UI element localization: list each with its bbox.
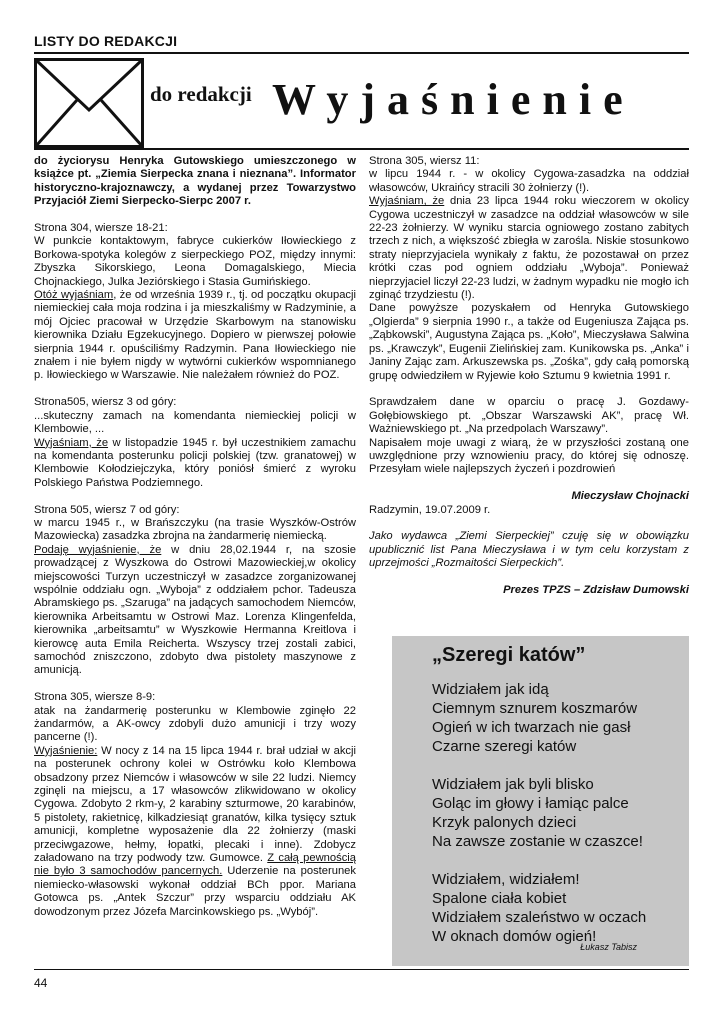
explanation-text: Uderzenie na posterunek niemiecko-własowski wykonał oddział BCh ppor. Mariana Gotowca ps. „Antek Szczur” przy wsparciu oddziału AK dowodzonym przez Józefa Marcinkowskiego ps. „Wybój”. bbox=[34, 865, 356, 918]
explanation-paragraph bbox=[34, 544, 356, 678]
poem-title: „Szeregi katów” bbox=[432, 644, 586, 666]
poem-stanza bbox=[432, 680, 646, 756]
poem-line: Ciemnym sznurem koszmarów bbox=[432, 700, 638, 717]
verification-paragraph: Sprawdzałem dane w oparciu o pracę J. Gozdawy-Gołębiowskiego pt. „Obszar Warszawski AK”, pracę Wł. Ważniewskiego pt. „Na przedpolach Warszawy”. bbox=[369, 396, 689, 436]
explanation-text: w dniu 28,02.1944 r, na szosie prowadzącej z Wyszkowa do Ostrowi Mazowieckiej,w okolicy miejscowości Turzyn uczestniczył w zasadzce zorganizowanej wspólnie oddziału ogn. „Wyboja” z oddziałem pchor. Tadeusza Abramskiego ps. „Szaruga” na jadących samochodem Niemców, kierownika Arbeitsamtu w Ostrowi Maz. Lorenza Klingenfelda, kierownika „arbeitsamtu” w Wyszkowie Hermanna Kreitlova i kierowcę auta Emila Reicherta. Wszyscy trzej zostali zabici, samochód zniszczono, zdobyto dwa pistolety maszynowe z amunicją. bbox=[34, 543, 356, 677]
poem-line: Goląc im głowy i łamiąc palce bbox=[432, 795, 629, 812]
author-signature: Mieczysław Chojnacki bbox=[571, 490, 689, 503]
underlined-phrase: Wyjaśniam, że bbox=[369, 195, 445, 208]
publisher-note: Jako wydawca „Ziemi Sierpeckiej” czuję się w obowiązku upublicznić list Pana Mieczysława i w tym celu korzystam z uprzejmości „Rozmaitości Sierpeckich”. bbox=[369, 530, 689, 570]
poem-line: Na zawsze zostanie w czaszce! bbox=[432, 833, 643, 850]
place-date: Radzymin, 19.07.2009 r. bbox=[369, 503, 491, 516]
explanation-text: W nocy z 14 na 15 lipca 1944 r. brał udział w akcji na posterunek ochrony kolei w Ostrówku koło Klembowa obsadzony przez Niemców i własowców w sile 22 ludzi. Niemcy zginęli na miejscu, a 17 własowców zlikwidowano w okolicy Cygowa. Zdobyto 2 rkm-y, 2 karabiny szturmowe, 20 karabinów, 5 pistolety, rakietnicę, kilkadziesiąt granatów, kilka tysięcy sztuk amunicji, kompletne wyposażenie dla 22 żołnierzy (maski przeciwgazowe, hełmy, łopatki, plecaki i inne). Zdobycz załadowano na trzy podwody tzw. Gumowce. bbox=[34, 744, 356, 865]
poem-line: Widziałem, widziałem! bbox=[432, 871, 580, 888]
quote-paragraph: W punkcie kontaktowym, fabryce cukierków Iłowieckiego z Borkowa-spotyka kolegów z sierpeckiego POZ, między innymi: Zbyszka Sikorskiego, Leona Domagalskiego, Miecia Chojnackiego, Julka Jeziórskiego i Stasia Gumińskiego. bbox=[34, 235, 356, 288]
poem-line: Czarne szeregi katów bbox=[432, 738, 577, 755]
explanation-text: , że od września 1939 r., tj. od początku okupacji niemieckiej cała moja rodzina i ja mieszkaliśmy w Radzyminie, a mój Ojciec pracował w Urzędzie Skarbowym na stanowisku kierownika Działu Egzekucyjnego. Dopiero w pierwszej połowie sierpnia 1944 r. opuściliśmy Radzymin. Pana Iłowieckiego nie znałem i nie byłem nigdy w wytwórni cukierków wspomnianego p. Iłowieckiego w Warszawie. Nie należałem również do POZ. bbox=[34, 289, 356, 382]
poem-line: W oknach domów ogień! bbox=[432, 928, 597, 945]
right-column bbox=[369, 155, 689, 611]
underlined-phrase: Otóż wyjaśniam bbox=[34, 289, 114, 302]
ref-heading: Strona 305, wiersze 8-9: bbox=[34, 691, 156, 704]
publisher-signature: Prezes TPZS – Zdzisław Dumowski bbox=[503, 583, 689, 596]
quote-paragraph: w lipcu 1944 r. - w okolicy Cygowa-zasadzka na oddział własowców, Ukraińcy stracili 30 żołnierzy (!). bbox=[369, 168, 689, 194]
poem-line: Widziałem szaleństwo w oczach bbox=[432, 909, 647, 926]
explanation-paragraph bbox=[34, 745, 356, 919]
quote-paragraph: atak na żandarmerię posterunku w Klembowie zginęło 22 żandarmów, a AK-owcy zdobyli dużo amunicji i trzy wozy pancerne (!). bbox=[34, 704, 356, 744]
article-title: Wyjaśnienie bbox=[272, 75, 635, 124]
lead-paragraph: do życiorysu Henryka Gutowskiego umieszczonego w książce pt. „Ziemia Sierpecka znana i nieznana”. Informator historyczno-krajoznawczy, a wydanej przez Towarzystwo Przyjaciół Ziemi Sierpecko-Sierpc 2007 r. bbox=[34, 155, 356, 208]
poem-line: Spalone ciała kobiet bbox=[432, 890, 567, 907]
left-column bbox=[34, 155, 356, 919]
envelope-icon bbox=[34, 58, 144, 148]
poem-line: Widziałem jak idą bbox=[432, 681, 549, 698]
ref-heading: Strona505, wiersz 3 od góry: bbox=[34, 396, 177, 409]
underlined-phrase: Wyjaśnienie: bbox=[34, 744, 98, 757]
underlined-phrase: Podaję wyjaśnienie, że bbox=[34, 543, 162, 556]
explanation-paragraph bbox=[34, 289, 356, 383]
poem-stanza bbox=[432, 775, 646, 851]
section-subtitle: do redakcji bbox=[150, 82, 252, 106]
ref-heading: Strona 305, wiersz 11: bbox=[369, 155, 480, 167]
top-rule bbox=[34, 52, 689, 54]
poem-body bbox=[432, 680, 646, 965]
section-heading: LISTY DO REDAKCJI bbox=[34, 33, 178, 49]
bottom-rule bbox=[34, 969, 689, 970]
underlined-phrase: Z całą pewnością nie było 3 samochodów pancernych. bbox=[34, 852, 357, 878]
page-number: 44 bbox=[34, 976, 48, 990]
underlined-phrase: Wyjaśniam, że bbox=[34, 436, 109, 449]
sources-paragraph: Dane powyższe pozyskałem od Henryka Gutowskiego „Olgierda” 9 sierpnia 1990 r., a także od Eugeniusza Zająca ps. „Ząbkowski”, Augustyna Zająca ps. „Koło”, Mieczysława Salwina ps. „Krawczyk”, Eugenii Zielińskiej zam. Kunikowska ps. „Anka” i Janiny Zając zam. Arkuszewska ps. „Zośka”, gdy całą pomorską grupę odwiedziłem w Ryjewie koło Sztumu 9 kwietnia 1991 r. bbox=[369, 302, 689, 382]
poem-box bbox=[392, 636, 689, 966]
poem-line: Ogień w ich twarzach nie gasł bbox=[432, 719, 631, 736]
heading-rule bbox=[34, 148, 689, 150]
explanation-paragraph bbox=[34, 437, 356, 491]
poem-author: Łukasz Tabisz bbox=[580, 942, 637, 952]
explanation-text: w listopadzie 1945 r. był uczestnikiem zamachu na komendanta posterunku policji polskiej (tzw. granatowej) w Klembowie Kołodziejczyka, który poniósł śmierć z wyroku Polskiego Państwa Podziemnego. bbox=[34, 436, 356, 489]
closing-paragraph: Napisałem moje uwagi z wiarą, że w przyszłości zostaną one uwzględnione przy wznowieniu pracy, do której się odnoszę. Przesyłam wiele najlepszych życzeń i pozdrowień bbox=[369, 436, 689, 476]
poem-line: Widziałem jak byli blisko bbox=[432, 776, 594, 793]
poem-line: Krzyk palonych dzieci bbox=[432, 814, 577, 831]
ref-heading: Strona 505, wiersz 7 od góry: bbox=[34, 503, 180, 516]
poem-stanza bbox=[432, 870, 646, 946]
quote-paragraph: ...skuteczny zamach na komendanta niemieckiej policji w Klembowie, ... bbox=[34, 409, 356, 436]
explanation-paragraph bbox=[369, 195, 689, 302]
ref-heading: Strona 304, wiersze 18-21: bbox=[34, 222, 168, 235]
quote-paragraph: w marcu 1945 r., w Brańszczyku (na trasie Wyszków-Ostrów Mazowiecka) zasadzka zbrojna na żandarmerię niemiecką. bbox=[34, 516, 356, 543]
explanation-text: dnia 23 lipca 1944 roku wieczorem w okolicy Cygowa uczestniczył w zasadzce na oddział własowców w sile 22-23 żołnierzy. W wyniku starcia ogniowego zostano zabitych trzech z nich, a większość zbiegła w zarośla. Niskie stosunkowo straty nieprzyjaciela wynikały z faktu, że pozostawał on przez krótki czas pod ogniem oddziału „Wyboja”. Ponieważ nieprzyjaciel liczył 22-23 ludzi, w żadnym wypadku nie mogło ich zginąć trzydziestu (!). bbox=[369, 195, 689, 302]
